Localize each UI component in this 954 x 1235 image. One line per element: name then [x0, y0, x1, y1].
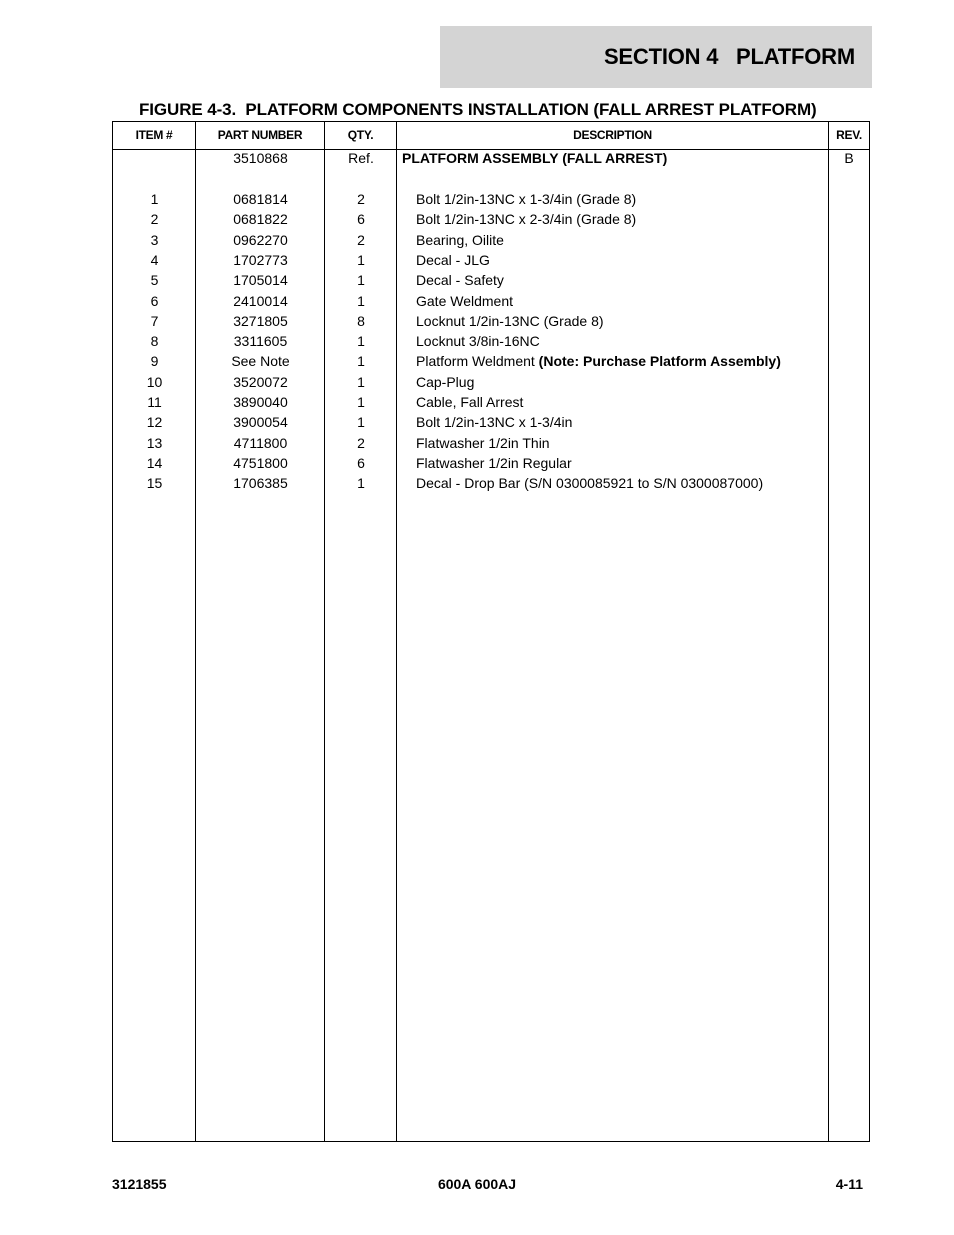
revision	[829, 291, 869, 311]
revision	[829, 331, 869, 351]
part-number: 4751800	[233, 454, 288, 471]
revision	[829, 230, 869, 250]
item-number: 5	[150, 272, 159, 289]
header-description: DESCRIPTION	[573, 128, 652, 142]
header-item: ITEM #	[135, 128, 173, 142]
part-number: 0681822	[233, 211, 288, 228]
item-number: 1	[150, 191, 159, 207]
revision	[829, 372, 869, 392]
description	[397, 351, 829, 371]
table-header-row	[113, 122, 869, 150]
item-number: 2	[150, 211, 159, 228]
description	[397, 412, 829, 432]
item-number: 11	[147, 394, 162, 410]
description	[397, 270, 829, 290]
quantity: 1	[357, 292, 365, 309]
description-text: Decal - Drop Bar (S/N 0300085921 to S/N 0300087000)	[416, 475, 764, 492]
revision	[829, 270, 869, 290]
description	[397, 311, 829, 331]
part-number: 3520072	[233, 373, 288, 390]
revision	[829, 311, 869, 331]
table-row	[113, 453, 869, 473]
part-number: See Note	[231, 353, 290, 370]
part-number: 3900054	[233, 414, 288, 431]
description-text: Flatwasher 1/2in Regular	[416, 454, 572, 471]
page-number: 4-11	[835, 1176, 863, 1192]
quantity: 2	[357, 434, 365, 451]
part-number: 1705014	[233, 272, 288, 289]
item-number: 15	[146, 475, 163, 492]
quantity: 2	[357, 231, 365, 248]
quantity: 1	[357, 353, 365, 370]
parts-table	[112, 121, 870, 1142]
quantity: 2	[357, 191, 365, 207]
description	[397, 453, 829, 473]
item-number: 8	[150, 333, 159, 350]
part-number: 2410014	[233, 292, 288, 309]
revision: B	[844, 150, 854, 166]
table-row	[113, 351, 869, 371]
revision	[829, 453, 869, 473]
model-name: 600A 600AJ	[437, 1176, 517, 1192]
revision	[829, 189, 869, 209]
table-row	[113, 291, 869, 311]
item-number: 14	[146, 454, 163, 471]
table-row	[113, 230, 869, 250]
table-row	[113, 473, 869, 493]
item-number: 12	[146, 414, 163, 431]
description	[397, 331, 829, 351]
table-row	[113, 331, 869, 351]
header-rev: REV.	[836, 128, 862, 142]
quantity: 1	[357, 394, 365, 410]
section-title: SECTION 4 PLATFORM	[603, 44, 855, 69]
table-row	[113, 270, 869, 290]
description-text: Decal - JLG	[416, 251, 490, 268]
revision	[829, 209, 869, 229]
description-text: Locknut 1/2in-13NC (Grade 8)	[416, 312, 604, 329]
table-row	[113, 372, 869, 392]
revision	[829, 473, 869, 493]
item-number: 4	[150, 251, 159, 268]
part-number: 3311605	[233, 333, 288, 350]
part-number: 0962270	[233, 231, 288, 248]
item-number: 3	[150, 231, 159, 248]
quantity: 1	[357, 272, 365, 289]
description	[397, 189, 829, 209]
description-text: Bolt 1/2in-13NC x 2-3/4in (Grade 8)	[416, 211, 637, 228]
part-number: 3510868	[233, 150, 288, 166]
revision	[829, 250, 869, 270]
table-row	[113, 412, 869, 432]
part-number: 3271805	[233, 312, 288, 329]
table-row	[113, 311, 869, 331]
description-text: Bearing, Oilite	[416, 231, 504, 248]
description-text: Cable, Fall Arrest	[416, 394, 524, 410]
doc-number: 3121855	[112, 1176, 167, 1192]
item-number: 9	[150, 353, 159, 370]
revision	[829, 412, 869, 432]
item-number: 7	[150, 312, 159, 329]
quantity: 1	[357, 475, 365, 492]
description: PLATFORM ASSEMBLY (FALL ARREST)	[402, 150, 668, 166]
table-row	[113, 392, 869, 412]
revision	[829, 351, 869, 371]
quantity: Ref.	[348, 150, 374, 166]
item-number: 10	[146, 373, 163, 390]
header-qty: QTY.	[347, 128, 374, 142]
part-number: 1702773	[233, 251, 288, 268]
description	[397, 433, 829, 453]
description-text: Bolt 1/2in-13NC x 1-3/4in (Grade 8)	[416, 191, 637, 207]
revision	[829, 433, 869, 453]
description	[397, 372, 829, 392]
part-number: 3890040	[233, 394, 288, 410]
figure-title: FIGURE 4-3. PLATFORM COMPONENTS INSTALLATION (FALL ARREST PLATFORM)	[139, 100, 817, 119]
quantity: 6	[357, 454, 365, 471]
description-text: Cap-Plug	[416, 373, 475, 390]
item-number	[113, 148, 196, 168]
header-part-number: PART NUMBER	[217, 128, 303, 142]
part-number: 4711800	[233, 434, 288, 451]
section-header	[440, 26, 872, 88]
description-note: (Note: Purchase Platform Assembly)	[538, 353, 781, 370]
description	[397, 209, 829, 229]
table-row	[113, 433, 869, 453]
table-row	[113, 209, 869, 229]
description	[397, 473, 829, 493]
description	[397, 392, 829, 412]
table-row	[113, 189, 869, 209]
description-text: Flatwasher 1/2in Thin	[416, 434, 550, 451]
description-text: Platform Weldment	[416, 353, 539, 370]
quantity: 1	[357, 251, 365, 268]
description-text: Bolt 1/2in-13NC x 1-3/4in	[416, 414, 573, 431]
description-text: Gate Weldment	[416, 292, 514, 309]
assembly-row	[113, 148, 869, 168]
quantity: 6	[357, 211, 365, 228]
quantity: 8	[357, 312, 365, 329]
part-number: 0681814	[233, 191, 288, 207]
description-text: Decal - Safety	[416, 272, 504, 289]
table-row	[113, 250, 869, 270]
quantity: 1	[357, 373, 365, 390]
description	[397, 291, 829, 311]
part-number: 1706385	[233, 475, 288, 492]
description	[397, 230, 829, 250]
description-text: Locknut 3/8in-16NC	[416, 333, 540, 350]
quantity: 1	[357, 333, 365, 350]
quantity: 1	[357, 414, 365, 431]
item-number: 6	[150, 292, 159, 309]
item-number: 13	[146, 434, 163, 451]
description	[397, 250, 829, 270]
revision	[829, 392, 869, 412]
